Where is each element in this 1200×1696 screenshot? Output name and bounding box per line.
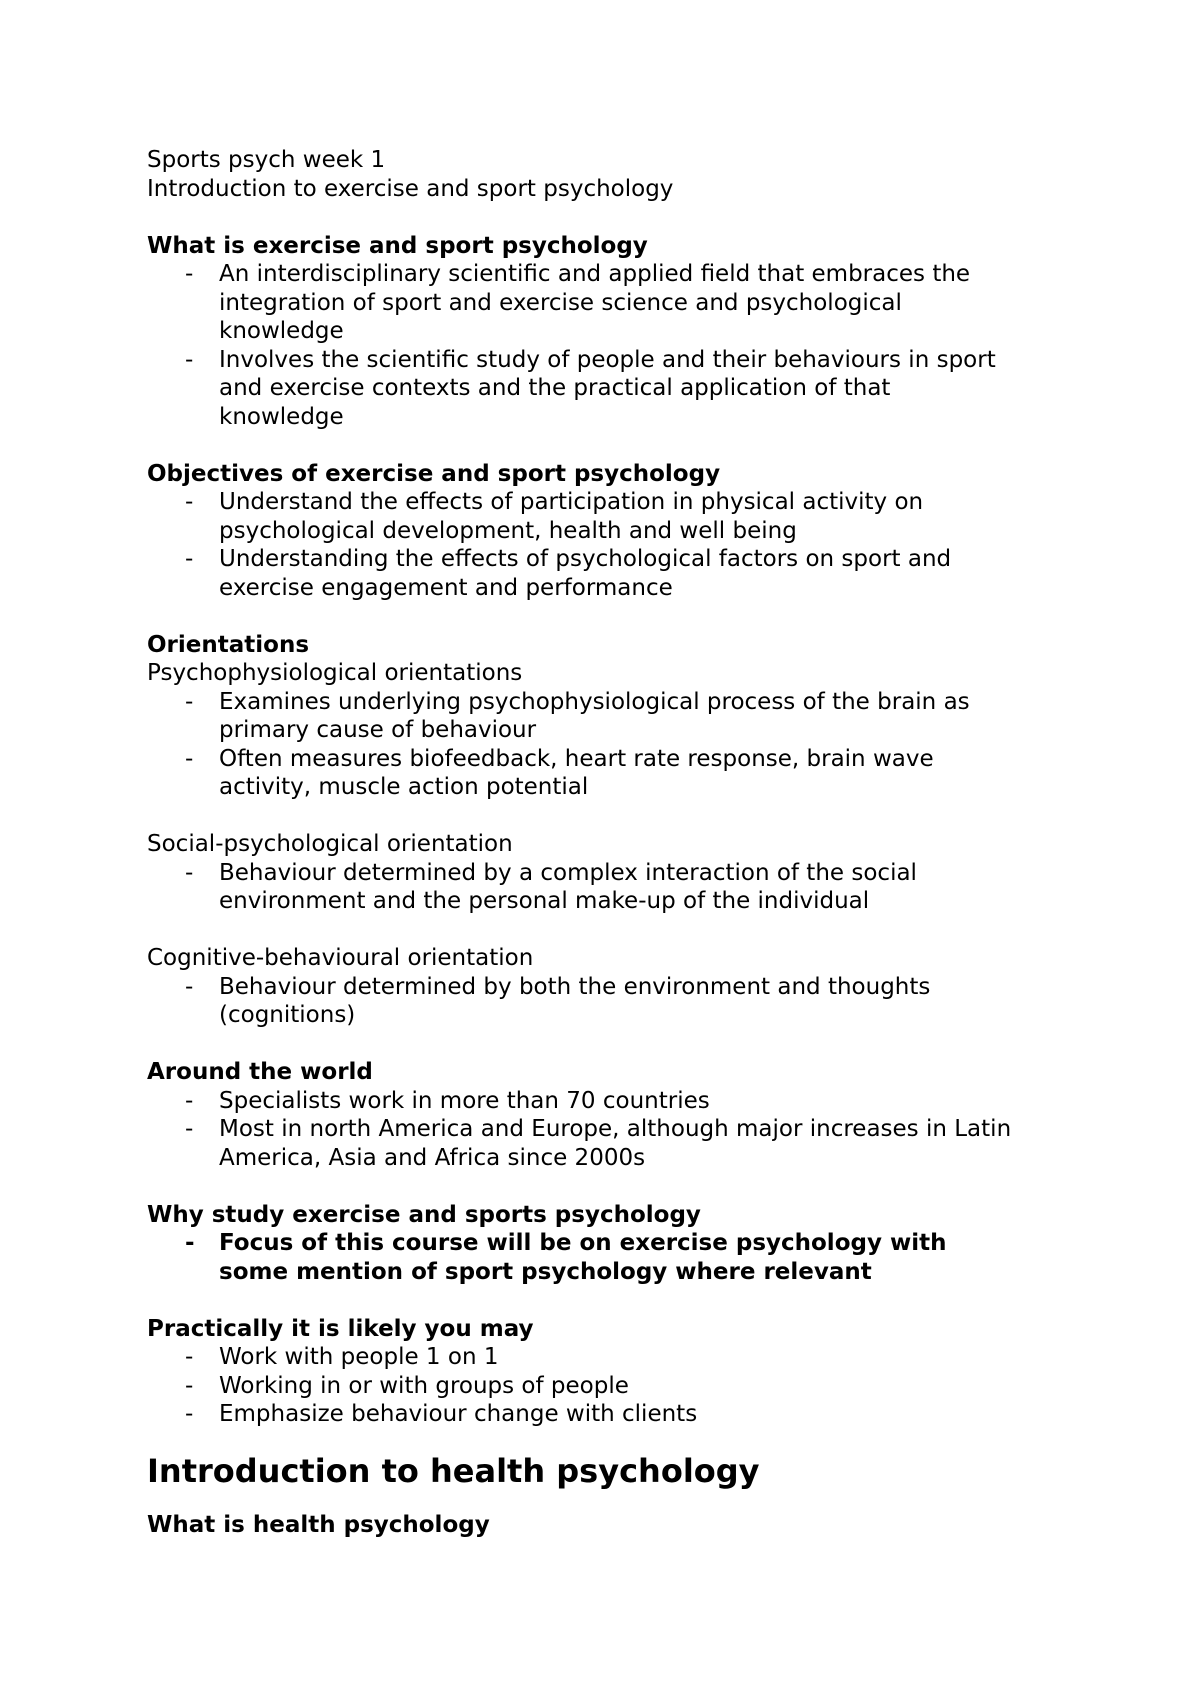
bullet-text-line: Focus of this course will be on exercise psychology with — [219, 1230, 947, 1256]
list-item — [147, 1343, 1077, 1372]
dash-bullet: - — [185, 1087, 194, 1114]
dash-bullet: - — [185, 745, 194, 772]
dash-bullet: - — [185, 261, 194, 287]
bullet-text-line: some mention of sport psychology where relevant — [219, 1258, 872, 1285]
subheading-social: Social-psychological orientation — [147, 831, 513, 857]
bullet-list-why-study — [147, 1229, 1077, 1286]
bullet-text-line: Behaviour determined by a complex interaction of the social — [219, 859, 917, 886]
bullet-list-social — [147, 859, 1077, 916]
section-heading-practically: Practically it is likely you may — [147, 1315, 534, 1342]
bullet-list-objectives — [147, 488, 1077, 602]
bullet-text-line: exercise engagement and performance — [219, 574, 673, 601]
dash-bullet: - — [185, 546, 194, 572]
bullet-text-line: Specialists work in more than 70 countries — [219, 1087, 710, 1114]
bullet-text-line: environment and the personal make-up of the individual — [219, 888, 870, 914]
bullet-text-line: Work with people 1 on 1 — [219, 1344, 499, 1370]
bullet-list-what-is — [147, 260, 1077, 431]
list-item — [147, 545, 1077, 602]
list-item — [147, 260, 1077, 346]
spacer — [147, 1286, 1077, 1315]
bullet-text-line: Most in north America and Europe, although major increases in Latin — [219, 1116, 1012, 1142]
bullet-text-line: America, Asia and Africa since 2000s — [219, 1144, 646, 1171]
spacer — [147, 1030, 1077, 1059]
spacer — [147, 203, 1077, 232]
list-item — [147, 1229, 1077, 1286]
list-item — [147, 973, 1077, 1030]
bullet-text-line: psychological development, health and well being — [219, 517, 797, 544]
dash-bullet: - — [185, 973, 194, 1000]
bullet-text-line: Behaviour determined by both the environment and thoughts — [219, 973, 931, 1000]
bullet-text-line: integration of sport and exercise science and psychological — [219, 289, 902, 316]
section-heading-why-study: Why study exercise and sports psychology — [147, 1201, 701, 1228]
spacer — [147, 602, 1077, 631]
list-item — [147, 346, 1077, 432]
bullet-list-world — [147, 1087, 1077, 1173]
bullet-list-cognitive — [147, 973, 1077, 1030]
bullet-text-line: Working in or with groups of people — [219, 1372, 629, 1399]
heading-health-psychology: Introduction to health psychology — [147, 1451, 760, 1490]
spacer — [147, 1172, 1077, 1201]
subheading-cognitive: Cognitive-behavioural orientation — [147, 945, 534, 971]
section-heading-what-is-health: What is health psychology — [147, 1511, 490, 1538]
dash-bullet: - — [185, 688, 194, 715]
dash-bullet: - — [185, 859, 194, 886]
dash-bullet: - — [185, 1116, 194, 1142]
spacer — [147, 431, 1077, 460]
list-item — [147, 1400, 1077, 1429]
spacer — [147, 802, 1077, 831]
dash-bullet: - — [185, 1230, 195, 1256]
doc-title-line2: Introduction to exercise and sport psychology — [147, 175, 674, 202]
dash-bullet: - — [185, 1372, 194, 1399]
bullet-text-line: Understanding the effects of psychological factors on sport and — [219, 546, 952, 572]
bullet-list-psychophysiological — [147, 688, 1077, 802]
dash-bullet: - — [185, 1344, 194, 1370]
bullet-text-line: Examines underlying psychophysiological process of the brain as — [219, 688, 970, 715]
bullet-text-line: Emphasize behaviour change with clients — [219, 1401, 698, 1427]
list-item — [147, 488, 1077, 545]
dash-bullet: - — [185, 489, 194, 515]
list-item — [147, 1372, 1077, 1401]
bullet-text-line: (cognitions) — [219, 1002, 356, 1028]
subheading-psychophysiological: Psychophysiological orientations — [147, 660, 523, 686]
list-item — [147, 688, 1077, 745]
dash-bullet: - — [185, 346, 194, 373]
bullet-text-line: Involves the scientific study of people and their behaviours in sport — [219, 346, 996, 373]
section-heading-orientations: Orientations — [147, 631, 310, 658]
bullet-list-practically — [147, 1343, 1077, 1429]
dash-bullet: - — [185, 1401, 194, 1427]
bullet-text-line: Understand the effects of participation in physical activity on — [219, 489, 924, 515]
list-item — [147, 1087, 1077, 1116]
spacer — [147, 916, 1077, 945]
section-heading-world: Around the world — [147, 1059, 373, 1085]
doc-title-line1: Sports psych week 1 — [147, 147, 386, 173]
bullet-text-line: primary cause of behaviour — [219, 717, 537, 743]
bullet-text-line: knowledge — [219, 318, 344, 344]
bullet-text-line: An interdisciplinary scientific and applied field that embraces the — [219, 261, 971, 287]
list-item — [147, 745, 1077, 802]
bullet-text-line: and exercise contexts and the practical application of that — [219, 375, 891, 401]
section-heading-what-is: What is exercise and sport psychology — [147, 232, 648, 259]
bullet-text-line: activity, muscle action potential — [219, 774, 589, 800]
document-content — [147, 146, 1077, 1539]
bullet-text-line: Often measures biofeedback, heart rate response, brain wave — [219, 745, 934, 772]
list-item — [147, 859, 1077, 916]
section-heading-objectives: Objectives of exercise and sport psychology — [147, 460, 721, 487]
bullet-text-line: knowledge — [219, 403, 344, 430]
list-item — [147, 1115, 1077, 1172]
